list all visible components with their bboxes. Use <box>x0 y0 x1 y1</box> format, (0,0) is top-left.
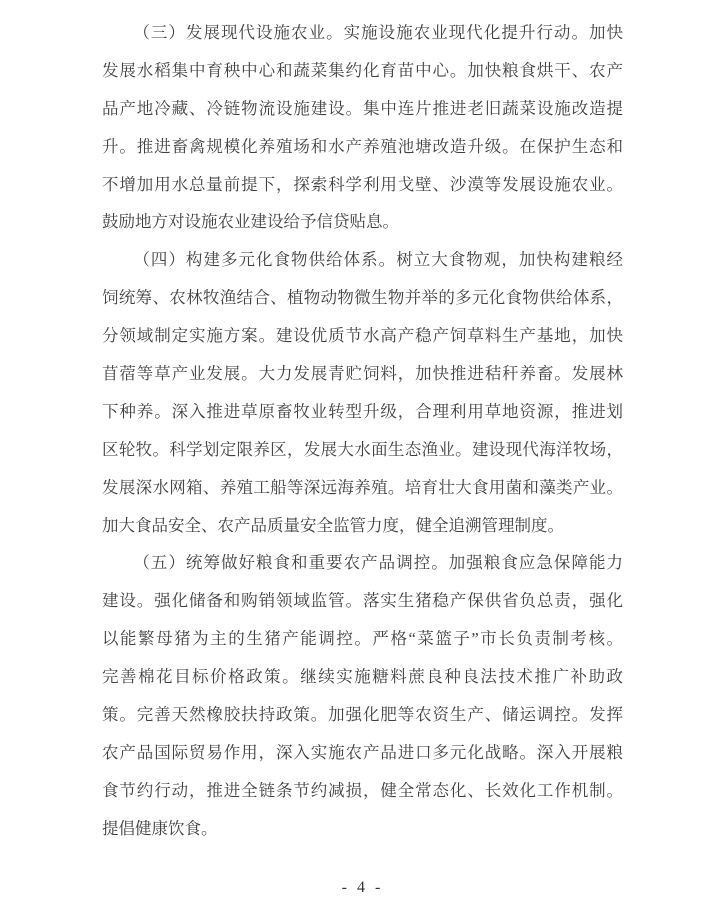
document-line: 鼓励地方对设施农业建设给予信贷贴息。 <box>102 212 399 232</box>
document-text-block <box>102 14 623 848</box>
paragraph-4-diversified-food-supply <box>102 241 623 544</box>
document-line: （四）构建多元化食物供给体系。树立大食物观，加快构建粮经 <box>133 250 623 270</box>
document-line: 策。完善天然橡胶扶持政策。加强化肥等农资生产、储运调控。发挥 <box>102 705 623 725</box>
paragraph-3-modern-facility-agriculture <box>102 14 623 241</box>
document-line: 农产品国际贸易作用，深入实施农产品进口多元化战略。深入开展粮 <box>102 742 623 762</box>
document-line: 苜蓿等草产业发展。大力发展青贮饲料，加快推进秸秆养畜。发展林 <box>102 364 623 384</box>
document-line: 完善棉花目标价格政策。继续实施糖料蔗良种良法技术推广补助政 <box>102 667 623 687</box>
document-line: 建设。强化储备和购销领域监管。落实生猪稳产保供省负总责，强化 <box>102 591 623 611</box>
document-line: 食节约行动，推进全链条节约减损，健全常态化、长效化工作机制。 <box>102 780 623 800</box>
document-line: 饲统筹、农林牧渔结合、植物动物微生物并举的多元化食物供给体系， <box>102 288 623 308</box>
document-line: （五）统筹做好粮食和重要农产品调控。加强粮食应急保障能力 <box>133 553 623 573</box>
document-line: 不增加用水总量前提下，探索科学利用戈壁、沙漠等发展设施农业。 <box>102 174 623 194</box>
page-footer <box>0 876 725 900</box>
document-line: 发展深水网箱、养殖工船等深远海养殖。培育壮大食用菌和藻类产业。 <box>102 477 623 497</box>
document-line: 提倡健康饮食。 <box>102 818 218 838</box>
document-line: 以能繁母猪为主的生猪产能调控。严格“菜篮子”市长负责制考核。 <box>102 629 623 649</box>
paragraph-5-grain-product-regulation <box>102 544 623 847</box>
document-line: 区轮牧。科学划定限养区，发展大水面生态渔业。建设现代海洋牧场， <box>102 439 623 459</box>
page-number: - 4 - <box>341 879 384 896</box>
document-line: 加大食品安全、农产品质量安全监管力度，健全追溯管理制度。 <box>102 515 564 535</box>
document-line: 分领域制定实施方案。建设优质节水高产稳产饲草料生产基地，加快 <box>102 326 623 346</box>
document-line: 升。推进畜禽规模化养殖场和水产养殖池塘改造升级。在保护生态和 <box>102 136 623 156</box>
document-line: 品产地冷藏、冷链物流设施建设。集中连片推进老旧蔬菜设施改造提 <box>102 98 623 118</box>
document-line: （三）发展现代设施农业。实施设施农业现代化提升行动。加快 <box>133 23 623 42</box>
document-line: 下种养。深入推进草原畜牧业转型升级，合理利用草地资源，推进划 <box>102 401 623 421</box>
document-line: 发展水稻集中育秧中心和蔬菜集约化育苗中心。加快粮食烘干、农产 <box>102 60 623 80</box>
